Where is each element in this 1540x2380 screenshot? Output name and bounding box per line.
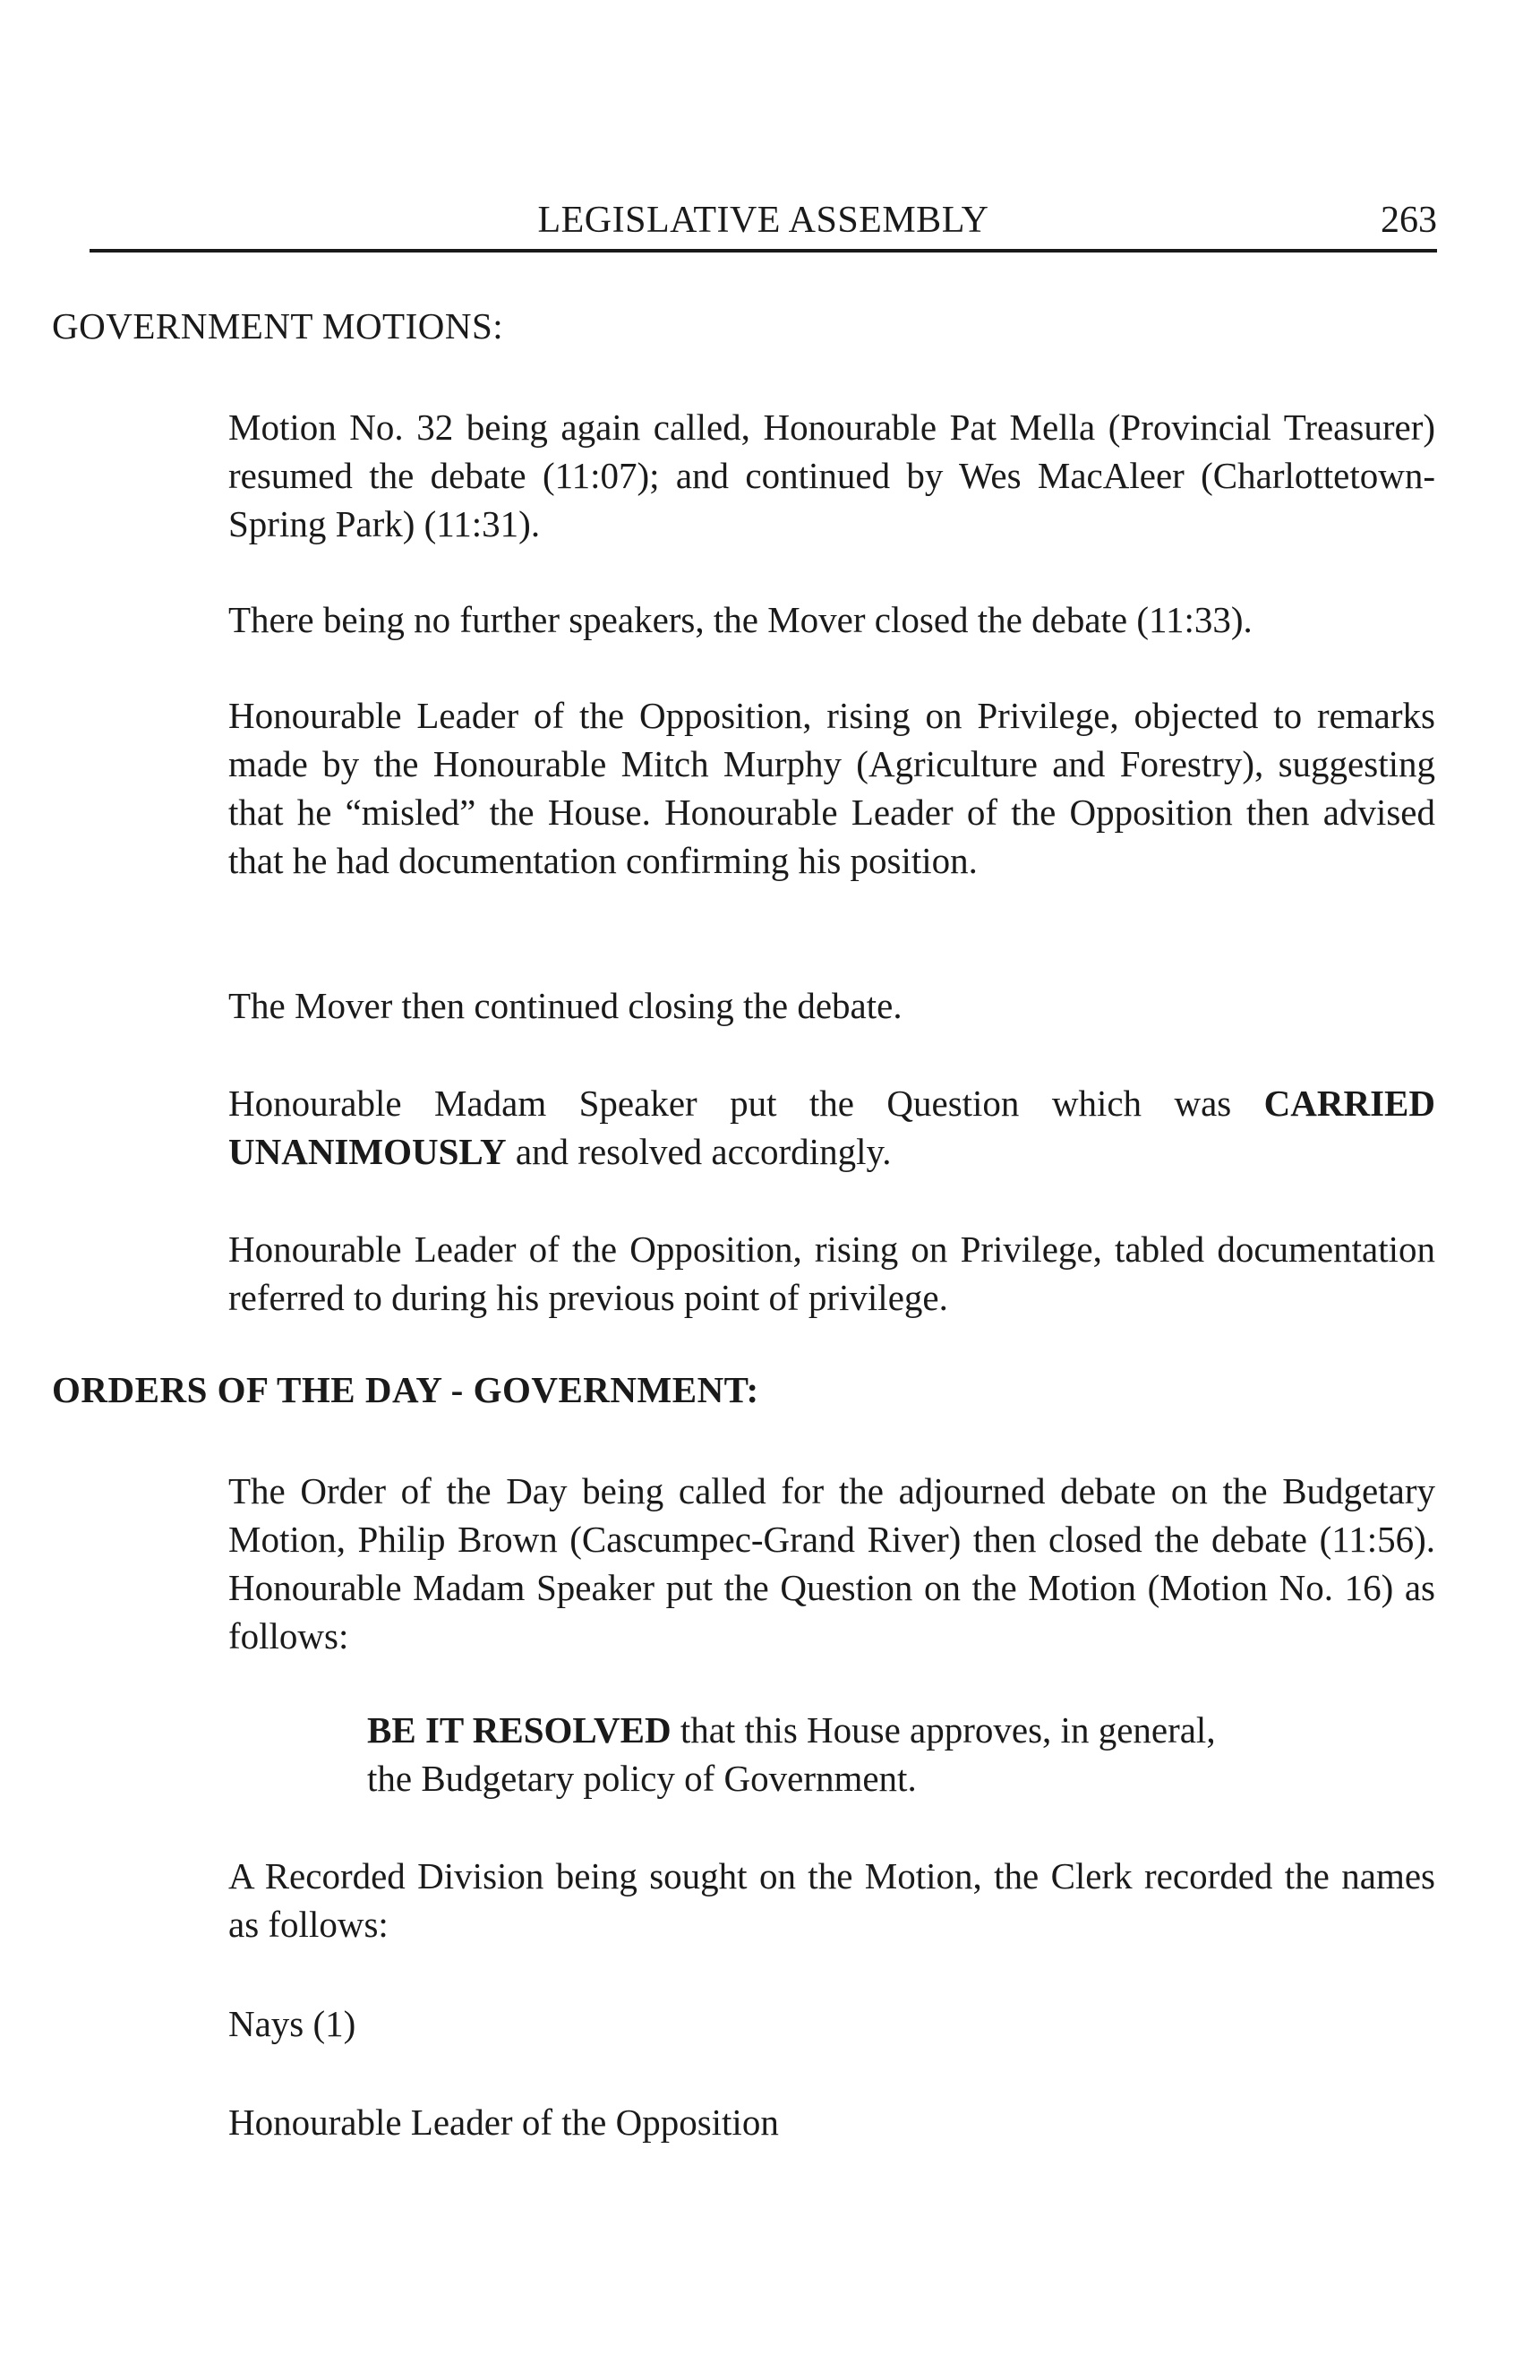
paragraph-no-further-speakers: There being no further speakers, the Mover closed the debate (11:33). xyxy=(228,599,1253,640)
carried-unanimously: CARRIED UNANIMOUSLY xyxy=(228,1083,1435,1172)
paragraph-motion-32: Motion No. 32 being again called, Honourable Pat Mella (Provincial Treasurer) resumed the debate (11:07); and continued by Wes MacAleer (Charlottetown-Spring Park) (11:31). xyxy=(228,407,1435,544)
nays-label: Nays (1) xyxy=(228,2003,356,2044)
heading-government-motions: GOVERNMENT MOTIONS: xyxy=(52,305,504,347)
carried-text-after: and resolved accordingly. xyxy=(506,1131,892,1172)
carried-text-before: Honourable Madam Speaker put the Question which was xyxy=(228,1083,1264,1124)
running-header xyxy=(90,195,1437,253)
paragraph-mover-continued: The Mover then continued closing the debate. xyxy=(228,985,903,1026)
header-title: LEGISLATIVE ASSEMBLY xyxy=(537,200,989,241)
resolution-line-1: that this House approves, in general, xyxy=(671,1709,1216,1751)
nays-member: Honourable Leader of the Opposition xyxy=(228,2102,779,2143)
heading-orders-of-the-day: ORDERS OF THE DAY - GOVERNMENT: xyxy=(52,1369,759,1410)
paragraph-privilege-objection: Honourable Leader of the Opposition, rising on Privilege, objected to remarks made by the Honourable Mitch Murphy (Agriculture and Forestry), suggesting that he “misled” the House. Honourable Leader of the Opposition then advised that he had documentation confirming his position. xyxy=(228,695,1435,881)
paragraph-recorded-division: A Recorded Division being sought on the Motion, the Clerk recorded the names as follows: xyxy=(228,1855,1435,1945)
resolution-quote xyxy=(367,1706,1352,1802)
resolution-line-2: the Budgetary policy of Government. xyxy=(367,1758,917,1799)
paragraph-budgetary-motion: The Order of the Day being called for the adjourned debate on the Budgetary Motion, Philip Brown (Cascumpec-Grand River) then closed the debate (11:56). Honourable Madam Speaker put the Question on the Motion (Motion No. 16) as follows: xyxy=(228,1470,1435,1657)
paragraph-question-carried xyxy=(228,1079,1435,1176)
paragraph-privilege-tabled: Honourable Leader of the Opposition, rising on Privilege, tabled documentation referred to during his previous point of privilege. xyxy=(228,1229,1435,1318)
page-number: 263 xyxy=(1381,200,1437,241)
be-it-resolved: BE IT RESOLVED xyxy=(367,1709,672,1751)
